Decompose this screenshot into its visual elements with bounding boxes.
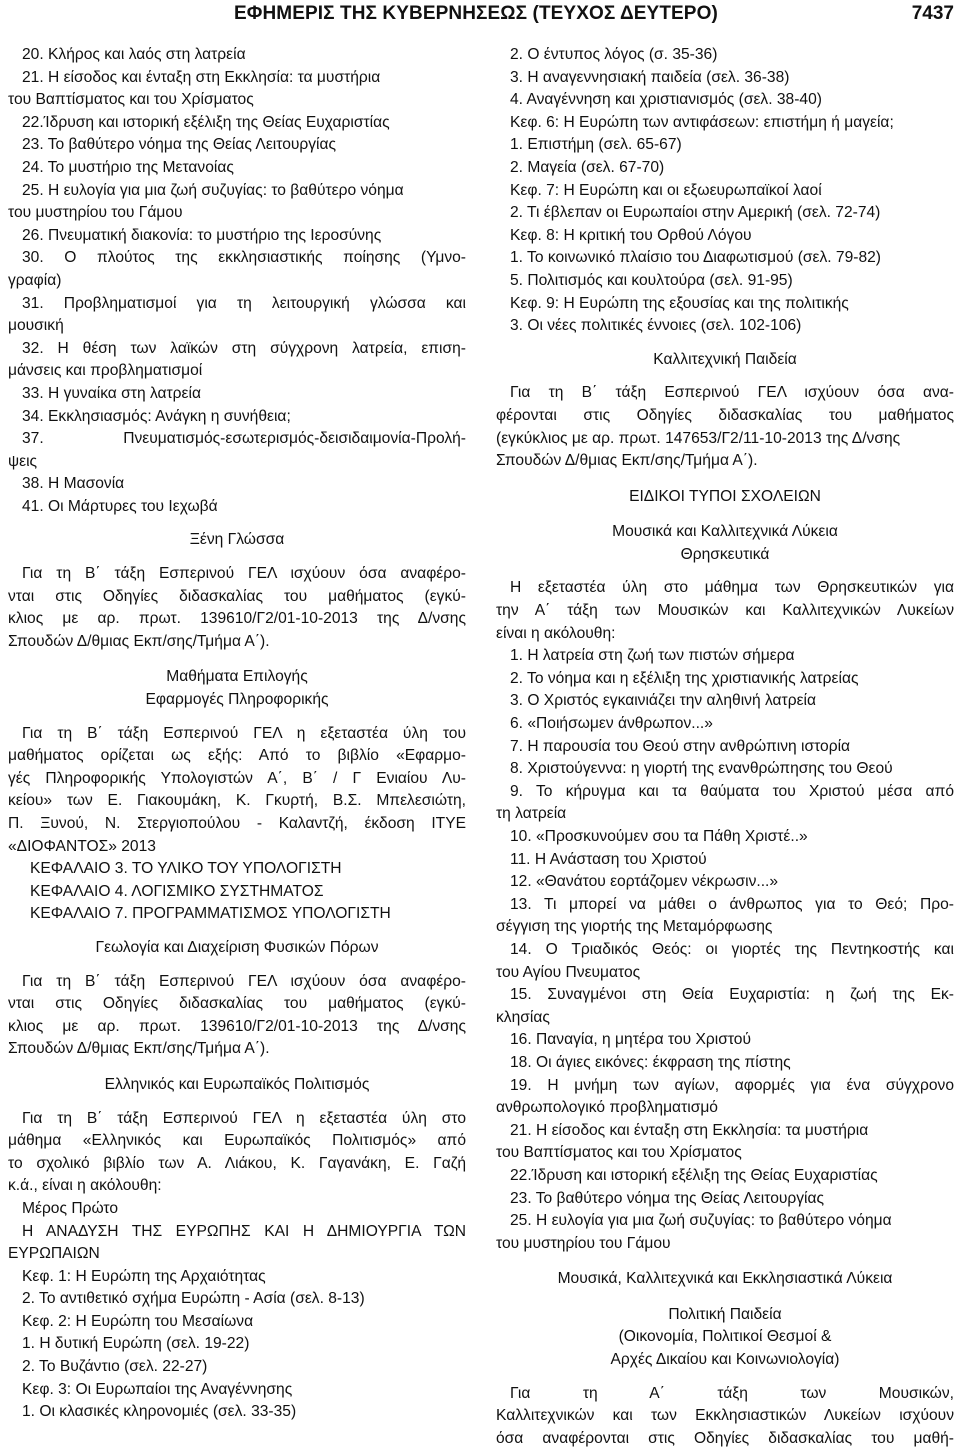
page-number: 7437 <box>911 3 954 24</box>
left-text-line: 33. Η γυναίκα στη λατρεία <box>22 384 201 402</box>
right-text-line: 1. Επιστήμη (σελ. 65-67) <box>510 136 682 154</box>
left-text-line: «ΔΙΟΦΑΝΤΟΣ» 2013 <box>8 837 156 855</box>
right-text-line: 16. Παναγία, η μητέρα του Χριστού <box>510 1031 752 1049</box>
right-text-line: 3. Η αναγεννησιακή παιδεία (σελ. 36-38) <box>510 68 790 86</box>
right-text-line: 18. Οι άγιες εικόνες: έκφραση της πίστης <box>510 1053 791 1071</box>
right-text-line: 3. Ο Χριστός εγκαινιάζει την αληθινή λατρεία <box>510 692 816 710</box>
left-text-line: κ.ά., είναι η ακόλουθη: <box>8 1177 162 1195</box>
left-text-line: Για τη Β΄ τάξη Εσπερινού ΓΕΛ η εξεταστέα ύλη στο <box>22 1109 466 1127</box>
left-text-line: 2. Το Βυζάντιο (σελ. 22-27) <box>22 1358 208 1376</box>
left-text-line: κλιος με αρ. πρωτ. 139610/Γ2/01-10-2013 της Δ/νσης <box>8 610 466 628</box>
header-title: ΕΦΗΜΕΡΙΣ ΤΗΣ ΚΥΒΕΡΝΗΣΕΩΣ (ΤΕΥΧΟΣ ΔΕΥΤΕΡΟ) <box>234 3 718 24</box>
right-text-line: 9. Το κήρυγμα και τα θαύματα του Χριστού μέσα από <box>510 782 954 800</box>
left-text-line: Σπουδών Δ/θμιας Εκπ/σης/Τμήμα Α΄). <box>8 1040 270 1058</box>
right-text-line: Σπουδών Δ/θμιας Εκπ/σης/Τμήμα Α΄). <box>496 452 758 470</box>
left-text-line: μάνσεις και προβληματισμοί <box>8 362 203 380</box>
right-text-line: 15. Συναγμένοι στη Θεία Ευχαριστία: η ζωή της Εκ- <box>510 986 954 1004</box>
right-text-line: σέγγιση της γιορτής της Μεταμόρφωσης <box>496 918 773 936</box>
left-text-line: Μέρος Πρώτο <box>22 1199 119 1217</box>
right-text-line: 23. Το βαθύτερο νόημα της Θείας Λειτουργίας <box>510 1189 825 1207</box>
left-text-line: 24. Το μυστήριο της Μετανοίας <box>22 158 234 176</box>
right-text-line: Για τη Α΄ τάξη των Μουσικών, <box>510 1384 954 1402</box>
right-text-line: του μυστηρίου του Γάμου <box>496 1234 671 1252</box>
left-text-line: ΚΕΦΑΛΑΙΟ 4. ΛΟΓΙΣΜΙΚΟ ΣΥΣΤΗΜΑΤΟΣ <box>30 882 324 900</box>
left-text-line: 23. Το βαθύτερο νόημα της Θείας Λειτουργίας <box>22 136 337 154</box>
left-text-line: Για τη Β΄ τάξη Εσπερινού ΓΕΛ η εξεταστέα ύλη του <box>22 724 466 742</box>
left-text-line: του Βαπτίσματος και του Χρίσματος <box>8 91 254 109</box>
left-text-line: κλιος με αρ. πρωτ. 139610/Γ2/01-10-2013 της Δ/νσης <box>8 1017 466 1035</box>
right-text-line: 1. Το κοινωνικό πλαίσιο του Διαφωτισμού (σελ. 79-82) <box>510 249 881 267</box>
right-text-line: Καλλιτεχνικών και των Εκκλησιαστικών Λυκείων ισχύουν <box>496 1407 954 1425</box>
right-text-line: Η εξεταστέα ύλη στο μάθημα των Θρησκευτικών για <box>510 579 954 597</box>
right-text-line: Κεφ. 7: Η Ευρώπη και οι εξωευρωπαϊκοί λαοί <box>510 181 822 199</box>
page-header <box>0 0 960 30</box>
right-text-line: 4. Αναγέννηση και χριστιανισμός (σελ. 38-40) <box>510 91 822 109</box>
left-text-line: 20. Κλήρος και λαός στη λατρεία <box>22 46 246 63</box>
right-text-line: Θρησκευτικά <box>680 545 770 563</box>
right-text-line: ΕΙΔΙΚΟΙ ΤΥΠΟΙ ΣΧΟΛΕΙΩΝ <box>629 487 821 505</box>
left-text-line: 31. Προβληματισμοί για τη λειτουργική γλώσσα και <box>22 294 466 312</box>
right-text-line: όσα αναφέρονται στις Οδηγίες διδασκαλίας του μαθή- <box>496 1429 954 1447</box>
left-text-line: μουσική <box>8 317 64 335</box>
right-text-line: 2. Ο έντυπος λόγος (σ. 35-36) <box>510 46 718 63</box>
right-text-line: Κεφ. 6: Η Ευρώπη των αντιφάσεων: επιστήμη ή μαγεία; <box>510 113 894 131</box>
left-text-line: γές Πληροφορικής Υπολογιστών Α΄, Β΄ / Γ Ενιαίου Λυ- <box>8 769 466 787</box>
right-text-line: ανθρωπολογικό προβληματισμό <box>496 1099 718 1117</box>
right-text-line: 19. Η μνήμη των αγίων, αφορμές για ένα σύγχρονο <box>510 1076 954 1094</box>
right-text-line: 6. «Ποιήσωμεν άνθρωπον...» <box>510 715 713 733</box>
left-text-line: μαθήματος ορίζεται ως εξής: Από το βιβλίο «Εφαρμο- <box>8 747 466 765</box>
left-text-line: Κεφ. 1: Η Ευρώπη της Αρχαιότητας <box>22 1267 266 1285</box>
left-text-line: Για τη Β΄ τάξη Εσπερινού ΓΕΛ ισχύουν όσα αναφέρο- <box>22 972 466 990</box>
right-text-line: Κεφ. 9: Η Ευρώπη της εξουσίας και της πολιτικής <box>510 294 849 312</box>
left-text-line: 26. Πνευματική διακονία: το μυστήριο της Ιεροσύνης <box>22 226 382 244</box>
right-text-line: 13. Τι μπορεί να μάθει ο άνθρωπος για το Θεό; Προ- <box>510 895 954 913</box>
right-text-line: 7. Η παρουσία του Θεού στην ανθρώπινη ιστορία <box>510 737 851 755</box>
left-text-line: 22.Ίδρυση και ιστορική εξέλιξη της Θείας Ευχαριστίας <box>22 113 390 131</box>
right-text-line: του Βαπτίσματος και του Χρίσματος <box>496 1144 742 1162</box>
right-text-line: (εγκύκλιος με αρ. πρωτ. 147653/Γ2/11-10-2013 της Δ/νσης <box>496 429 901 447</box>
left-text-line: του μυστηρίου του Γάμου <box>8 204 183 222</box>
left-text-line: Ελληνικός και Ευρωπαϊκός Πολιτισμός <box>104 1075 370 1093</box>
left-text-line: 37. Πνευματισμός-εσωτερισμός-δεισιδαιμονία-Προλή- <box>22 430 466 448</box>
right-text-line: Μουσικά, Καλλιτεχνικά και Εκκλησιαστικά Λύκεια <box>557 1270 893 1288</box>
right-text-line: 11. Η Ανάσταση του Χριστού <box>510 850 707 868</box>
left-text-line: Κεφ. 2: Η Ευρώπη του Μεσαίωνα <box>22 1312 254 1330</box>
left-text-line: Π. Ξυνού, Ν. Στεργιοπούλου - Καλαντζή, έκδοση ΙΤΥΕ <box>8 815 466 832</box>
left-text-line: το σχολικό βιβλίο των Α. Λιάκου, Κ. Γαγανάκη, Ε. Γαζή <box>8 1154 466 1172</box>
right-text-line: Καλλιτεχνική Παιδεία <box>653 350 797 368</box>
right-text-line: 3. Οι νέες πολιτικές έννοιες (σελ. 102-106) <box>510 317 802 335</box>
left-text-line: Μαθήματα Επιλογής <box>166 668 308 686</box>
left-text-line: Εφαρμογές Πληροφορικής <box>145 691 329 709</box>
left-text-line: Για τη Β΄ τάξη Εσπερινού ΓΕΛ ισχύουν όσα αναφέρο- <box>22 565 466 583</box>
left-text-line: 1. Οι κλασικές κληρονομιές (σελ. 33-35) <box>22 1403 297 1421</box>
right-text-line: 8. Χριστούγεννα: η γιορτή της ενανθρώπησης του Θεού <box>510 760 893 778</box>
right-text-line: Πολιτική Παιδεία <box>668 1305 782 1323</box>
right-text-line: είναι η ακόλουθη: <box>496 624 616 642</box>
right-text-line: 21. Η είσοδος και ένταξη στη Εκκλησία: τα μυστήρια <box>510 1121 869 1139</box>
right-text-line: 1. Η λατρεία στη ζωή των πιστών σήμερα <box>510 647 795 665</box>
right-text-line: 10. «Προσκυνούμεν σου τα Πάθη Χριστέ..» <box>510 828 808 845</box>
left-text-line: μάθημα «Ελληνικός και Ευρωπαϊκός Πολιτισμός» από <box>8 1132 466 1150</box>
left-text-line: Ξένη Γλώσσα <box>189 531 285 549</box>
right-text-line: 2. Τι έβλεπαν οι Ευρωπαίοι στην Αμερική (σελ. 72-74) <box>510 204 881 222</box>
right-text-line: τη λατρεία <box>496 805 567 823</box>
left-text-line: 34. Εκκλησιασμός: Ανάγκη η συνήθεια; <box>22 407 291 425</box>
right-text-line: την Α΄ τάξη των Μουσικών και Καλλιτεχνικών Λυκείων <box>496 602 954 620</box>
left-text-line: Γεωλογία και Διαχείριση Φυσικών Πόρων <box>95 938 379 956</box>
left-text-line: Κεφ. 3: Οι Ευρωπαίοι της Αναγέννησης <box>22 1380 293 1398</box>
left-text-line: νται στις Οδηγίες διδασκαλίας του μαθήματος (εγκύ- <box>8 995 466 1013</box>
left-column <box>8 44 466 1424</box>
right-text-line: φέρονται στις Οδηγίες διδασκαλίας του μαθήματος <box>496 406 954 424</box>
right-text-line: Αρχές Δικαίου και Κοινωνιολογία) <box>610 1351 840 1369</box>
left-text-line: 41. Οι Μάρτυρες του Ιεχωβά <box>22 497 218 515</box>
right-text-line: Κεφ. 8: Η κριτική του Ορθού Λόγου <box>510 226 752 244</box>
left-text-line: 2. Το αντιθετικό σχήμα Ευρώπη - Ασία (σελ. 8-13) <box>22 1290 365 1308</box>
left-text-line: 1. Η δυτική Ευρώπη (σελ. 19-22) <box>22 1335 250 1353</box>
right-text-line: Μουσικά και Καλλιτεχνικά Λύκεια <box>612 523 838 541</box>
left-text-line: 38. Η Μασονία <box>22 475 125 493</box>
left-text-line: ΕΥΡΩΠΑΙΩΝ <box>8 1245 100 1263</box>
right-text-line: κλησίας <box>496 1008 550 1026</box>
left-text-line: 32. Η θέση των λαϊκών στη σύγχρονη λατρεία, επιση- <box>22 339 466 357</box>
right-text-line: 25. Η ευλογία για μια ζωή συζυγίας: το βαθύτερο νόημα <box>510 1212 892 1230</box>
left-text-line: 30. Ο πλούτος της εκκλησιαστικής ποίησης (Υμνο- <box>22 249 466 267</box>
left-text-line: ΚΕΦΑΛΑΙΟ 3. ΤΟ ΥΛΙΚΟ ΤΟΥ ΥΠΟΛΟΓΙΣΤΗ <box>30 860 342 878</box>
right-text-line: 2. Μαγεία (σελ. 67-70) <box>510 158 665 176</box>
right-text-line: 14. Ο Τριαδικός Θεός: οι γιορτές της Πεντηκοστής και <box>510 940 954 958</box>
left-text-line: 25. Η ευλογία για μια ζωή συζυγίας: το βαθύτερο νόημα <box>22 181 404 199</box>
left-text-line: κείου» των Ε. Γιακουμάκη, Κ. Γκυρτή, Β.Σ. Μπελεσιώτη, <box>8 792 466 810</box>
right-text-line: 12. «Θανάτου εορτάζομεν νέκρωσιν...» <box>510 873 779 891</box>
left-text-line: νται στις Οδηγίες διδασκαλίας του μαθήματος (εγκύ- <box>8 587 466 605</box>
right-text-line: 22.Ίδρυση και ιστορική εξέλιξη της Θείας Ευχαριστίας <box>510 1166 878 1184</box>
right-text-line: Για τη Β΄ τάξη Εσπερινού ΓΕΛ ισχύουν όσα ανα- <box>510 384 954 402</box>
right-column <box>496 44 954 1450</box>
right-text-line: του Αγίου Πνευματος <box>496 963 641 981</box>
left-text-line: ΚΕΦΑΛΑΙΟ 7. ΠΡΟΓΡΑΜΜΑΤΙΣΜΟΣ ΥΠΟΛΟΓΙΣΤΗ <box>30 905 391 923</box>
left-text-line: ψεις <box>8 452 38 470</box>
left-text-line: γραφία) <box>8 271 62 289</box>
left-text-line: Η ΑΝΑΔΥΣΗ ΤΗΣ ΕΥΡΩΠΗΣ ΚΑΙ Η ΔΗΜΙΟΥΡΓΙΑ ΤΩΝ <box>22 1222 466 1240</box>
right-text-line: (Οικονομία, Πολιτικοί Θεσμοί & <box>618 1328 832 1346</box>
right-text-line: 5. Πολιτισμός και κουλτούρα (σελ. 91-95) <box>510 271 793 289</box>
right-text-line: 2. Το νόημα και η εξέλιξη της χριστιανικής λατρείας <box>510 669 859 687</box>
left-text-line: Σπουδών Δ/θμιας Εκπ/σης/Τμήμα Α΄). <box>8 632 270 650</box>
left-text-line: 21. Η είσοδος και ένταξη στη Εκκλησία: τα μυστήρια <box>22 68 381 86</box>
